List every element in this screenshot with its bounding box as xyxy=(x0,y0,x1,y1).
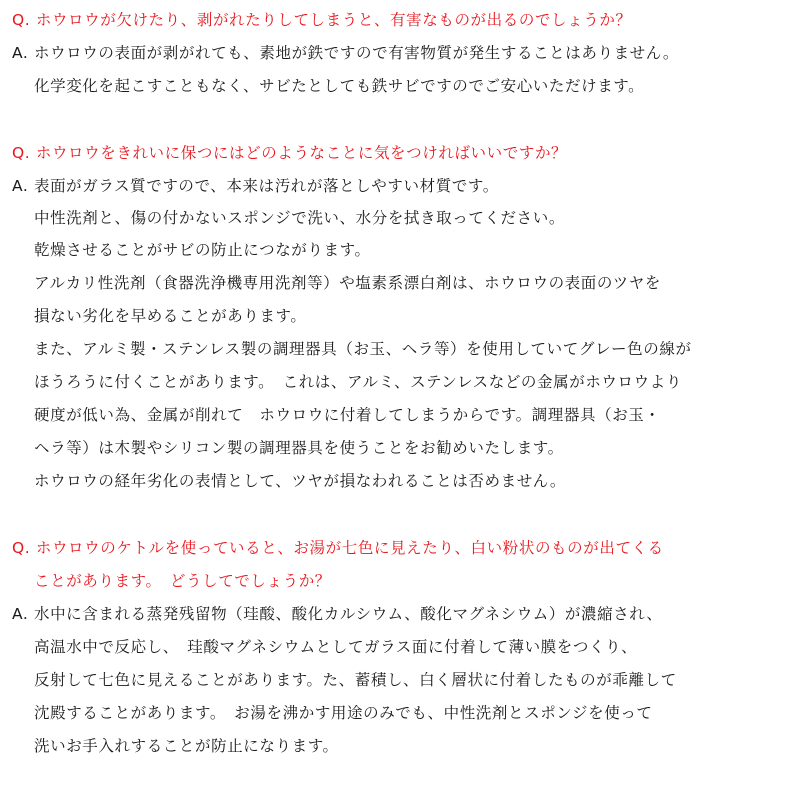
faq-1-question-line-1: Q. ホウロウが欠けたり、剥がれたりしてしまうと、有害なものが出るのでしょうか？ xyxy=(12,11,632,29)
faq-2-question-line-1: Q. ホウロウをきれいに保つにはどのようなことに気をつければいいですか？ xyxy=(12,144,568,162)
faq-1-answer-line-1: A. ホウロウの表面が剥がれても、素地が鉄ですので有害物質が発生することはありません。 xyxy=(12,44,679,62)
faq-3-answer-line-2: 高温水中で反応し、 珪酸マグネシウムとしてガラス面に付着して薄い膜をつくり、 xyxy=(34,638,638,656)
faq-3-answer-line-1: A. 水中に含まれる蒸発残留物（珪酸、酸化カルシウム、酸化マグネシウム）が濃縮され、 xyxy=(12,605,663,623)
faq-1-answer-line-2: 化学変化を起こすこともなく、サビたとしても鉄サビですのでご安心いただけます。 xyxy=(34,77,645,95)
faq-2-answer-line-3: 乾燥させることがサビの防止につながります。 xyxy=(34,241,371,259)
faq-2-answer-line-9: ヘラ等）は木製やシリコン製の調理器具を使うことをお勧めいたします。 xyxy=(34,439,564,457)
faq-2-answer-line-4: アルカリ性洗剤（食器洗浄機専用洗剤等）や塩素系漂白剤は、ホウロウの表面のツヤを xyxy=(34,274,661,292)
faq-3-answer-line-3: 反射して七色に見えることがあります。た、蓄積し、白く層状に付着したものが乖離して xyxy=(34,671,677,689)
faq-2-answer-line-8: 硬度が低い為、金属が削れて ホウロウに付着してしまうからです。調理器具（お玉・ xyxy=(34,406,661,424)
faq-2-answer-line-10: ホウロウの経年劣化の表情として、ツヤが損なわれることは否めません。 xyxy=(34,472,566,490)
faq-2-answer-line-1: A. 表面がガラス質ですので、本来は汚れが落としやすい材質です。 xyxy=(12,177,499,195)
faq-2-answer-line-5: 損ない劣化を早めることがあります。 xyxy=(34,307,307,325)
faq-3-answer-line-5: 洗いお手入れすることが防止になります。 xyxy=(34,737,339,755)
faq-3-question-line-1: Q. ホウロウのケトルを使っていると、お湯が七色に見えたり、白い粉状のものが出てくる xyxy=(12,539,664,557)
faq-3-answer-line-4: 沈殿することがあります。 お湯を沸かす用途のみでも、中性洗剤とスポンジを使って xyxy=(34,704,653,722)
faq-2-answer-line-6: また、アルミ製・ステンレス製の調理器具（お玉、ヘラ等）を使用していてグレー色の線が xyxy=(34,340,692,358)
faq-2-answer-line-7: ほうろうに付くことがあります。 これは、アルミ、ステンレスなどの金属がホウロウより xyxy=(34,373,682,391)
faq-2-answer-line-2: 中性洗剤と、傷の付かないスポンジで洗い、水分を拭き取ってください。 xyxy=(34,209,565,227)
faq-3-question-line-2: ことがあります。 どうしてでしょうか？ xyxy=(34,572,331,590)
